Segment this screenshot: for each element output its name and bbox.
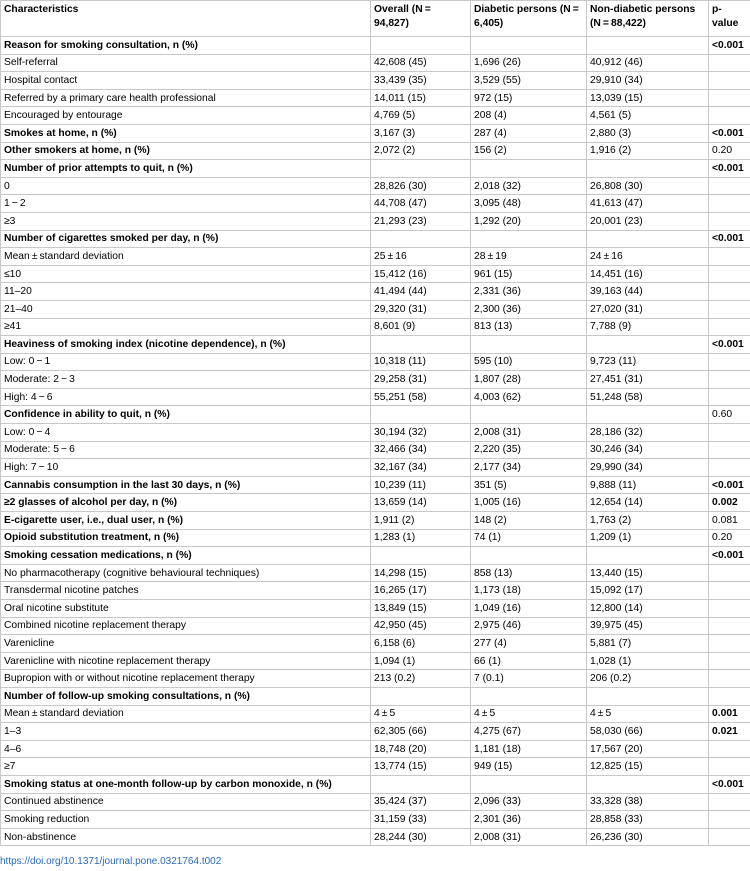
section-row xyxy=(1,142,750,160)
cell-overall: 4,769 (5) xyxy=(371,107,471,125)
cell-non-diabetic: 27,020 (31) xyxy=(587,300,709,318)
cell-diabetic: 2,008 (31) xyxy=(471,828,587,846)
cell-non-diabetic: 26,236 (30) xyxy=(587,828,709,846)
cell-p-value: 0.001 xyxy=(709,705,750,723)
header-characteristics: Characteristics xyxy=(1,1,371,37)
cell-non-diabetic: 14,451 (16) xyxy=(587,265,709,283)
section-row xyxy=(1,336,750,354)
cell-non-diabetic xyxy=(587,37,709,55)
cell-overall: 4 ± 5 xyxy=(371,705,471,723)
cell-p-value: <0.001 xyxy=(709,336,750,354)
row-label: Smoking reduction xyxy=(1,811,371,829)
row-label: Oral nicotine substitute xyxy=(1,600,371,618)
table-header xyxy=(1,1,750,37)
cell-diabetic xyxy=(471,37,587,55)
row-label: Referred by a primary care health professional xyxy=(1,89,371,107)
table-row xyxy=(1,195,750,213)
cell-overall xyxy=(371,37,471,55)
cell-non-diabetic: 28,858 (33) xyxy=(587,811,709,829)
cell-overall: 1,283 (1) xyxy=(371,529,471,547)
row-label: ≥2 glasses of alcohol per day, n (%) xyxy=(1,494,371,512)
cell-diabetic: 2,331 (36) xyxy=(471,283,587,301)
cell-diabetic xyxy=(471,547,587,565)
row-label: 21–40 xyxy=(1,300,371,318)
row-label: Heaviness of smoking index (nicotine dependence), n (%) xyxy=(1,336,371,354)
row-label: Other smokers at home, n (%) xyxy=(1,142,371,160)
cell-non-diabetic: 41,613 (47) xyxy=(587,195,709,213)
cell-diabetic: 2,220 (35) xyxy=(471,441,587,459)
cell-overall: 29,320 (31) xyxy=(371,300,471,318)
table-row xyxy=(1,265,750,283)
cell-non-diabetic xyxy=(587,160,709,178)
cell-overall: 16,265 (17) xyxy=(371,582,471,600)
cell-diabetic: 208 (4) xyxy=(471,107,587,125)
cell-overall xyxy=(371,406,471,424)
cell-diabetic xyxy=(471,230,587,248)
table-row xyxy=(1,617,750,635)
row-label: Varenicline with nicotine replacement therapy xyxy=(1,652,371,670)
cell-non-diabetic: 13,440 (15) xyxy=(587,564,709,582)
cell-non-diabetic: 2,880 (3) xyxy=(587,124,709,142)
cell-p-value xyxy=(709,318,750,336)
table-row xyxy=(1,177,750,195)
cell-non-diabetic: 12,654 (14) xyxy=(587,494,709,512)
cell-overall: 44,708 (47) xyxy=(371,195,471,213)
cell-p-value: <0.001 xyxy=(709,160,750,178)
cell-non-diabetic: 1,916 (2) xyxy=(587,142,709,160)
table-row xyxy=(1,564,750,582)
cell-diabetic: 148 (2) xyxy=(471,512,587,530)
cell-p-value xyxy=(709,811,750,829)
cell-overall: 1,911 (2) xyxy=(371,512,471,530)
cell-overall xyxy=(371,336,471,354)
cell-p-value xyxy=(709,353,750,371)
table-row xyxy=(1,72,750,90)
cell-overall: 28,244 (30) xyxy=(371,828,471,846)
cell-non-diabetic: 39,163 (44) xyxy=(587,283,709,301)
cell-overall: 14,298 (15) xyxy=(371,564,471,582)
cell-diabetic: 287 (4) xyxy=(471,124,587,142)
cell-overall: 31,159 (33) xyxy=(371,811,471,829)
cell-diabetic: 7 (0.1) xyxy=(471,670,587,688)
cell-p-value xyxy=(709,371,750,389)
cell-diabetic: 4,003 (62) xyxy=(471,388,587,406)
table-row xyxy=(1,635,750,653)
cell-non-diabetic: 9,723 (11) xyxy=(587,353,709,371)
cell-non-diabetic: 4,561 (5) xyxy=(587,107,709,125)
cell-diabetic: 4,275 (67) xyxy=(471,723,587,741)
cell-diabetic: 4 ± 5 xyxy=(471,705,587,723)
cell-p-value xyxy=(709,652,750,670)
cell-overall: 29,258 (31) xyxy=(371,371,471,389)
cell-non-diabetic: 39,975 (45) xyxy=(587,617,709,635)
cell-p-value: 0.20 xyxy=(709,529,750,547)
table-row xyxy=(1,459,750,477)
cell-overall: 32,466 (34) xyxy=(371,441,471,459)
table-row xyxy=(1,723,750,741)
row-label: High: 4 − 6 xyxy=(1,388,371,406)
cell-non-diabetic: 9,888 (11) xyxy=(587,476,709,494)
row-label: Opioid substitution treatment, n (%) xyxy=(1,529,371,547)
cell-non-diabetic: 7,788 (9) xyxy=(587,318,709,336)
table-row xyxy=(1,740,750,758)
cell-p-value xyxy=(709,740,750,758)
cell-p-value xyxy=(709,388,750,406)
cell-non-diabetic xyxy=(587,775,709,793)
cell-p-value xyxy=(709,212,750,230)
cell-overall: 3,167 (3) xyxy=(371,124,471,142)
table-row xyxy=(1,300,750,318)
table-row xyxy=(1,600,750,618)
cell-non-diabetic xyxy=(587,687,709,705)
cell-p-value xyxy=(709,177,750,195)
cell-non-diabetic: 17,567 (20) xyxy=(587,740,709,758)
cell-diabetic: 2,096 (33) xyxy=(471,793,587,811)
section-row xyxy=(1,37,750,55)
row-label: E-cigarette user, i.e., dual user, n (%) xyxy=(1,512,371,530)
cell-p-value: 0.20 xyxy=(709,142,750,160)
cell-overall: 62,305 (66) xyxy=(371,723,471,741)
cell-diabetic xyxy=(471,775,587,793)
cell-diabetic xyxy=(471,160,587,178)
cell-p-value xyxy=(709,54,750,72)
cell-diabetic: 3,529 (55) xyxy=(471,72,587,90)
cell-p-value xyxy=(709,195,750,213)
row-label: Low: 0 − 1 xyxy=(1,353,371,371)
cell-p-value xyxy=(709,670,750,688)
cell-overall: 213 (0.2) xyxy=(371,670,471,688)
cell-p-value xyxy=(709,828,750,846)
row-label: Moderate: 2 − 3 xyxy=(1,371,371,389)
section-row xyxy=(1,529,750,547)
cell-overall: 25 ± 16 xyxy=(371,248,471,266)
cell-p-value: 0.021 xyxy=(709,723,750,741)
cell-p-value xyxy=(709,564,750,582)
cell-non-diabetic: 29,910 (34) xyxy=(587,72,709,90)
cell-overall: 32,167 (34) xyxy=(371,459,471,477)
cell-diabetic: 351 (5) xyxy=(471,476,587,494)
table-row xyxy=(1,107,750,125)
cell-p-value: <0.001 xyxy=(709,775,750,793)
row-label: ≥41 xyxy=(1,318,371,336)
row-label: 0 xyxy=(1,177,371,195)
row-label: Combined nicotine replacement therapy xyxy=(1,617,371,635)
cell-overall: 42,608 (45) xyxy=(371,54,471,72)
cell-overall: 35,424 (37) xyxy=(371,793,471,811)
table-row xyxy=(1,652,750,670)
cell-diabetic: 949 (15) xyxy=(471,758,587,776)
cell-diabetic: 2,177 (34) xyxy=(471,459,587,477)
cell-non-diabetic: 27,451 (31) xyxy=(587,371,709,389)
row-label: Smoking status at one-month follow-up by carbon monoxide, n (%) xyxy=(1,775,371,793)
cell-overall: 33,439 (35) xyxy=(371,72,471,90)
table-row xyxy=(1,353,750,371)
cell-non-diabetic: 1,028 (1) xyxy=(587,652,709,670)
cell-overall xyxy=(371,775,471,793)
cell-non-diabetic: 33,328 (38) xyxy=(587,793,709,811)
row-label: Bupropion with or without nicotine replacement therapy xyxy=(1,670,371,688)
row-label: Smoking cessation medications, n (%) xyxy=(1,547,371,565)
row-label: Mean ± standard deviation xyxy=(1,248,371,266)
section-row xyxy=(1,494,750,512)
cell-p-value xyxy=(709,758,750,776)
table-row xyxy=(1,828,750,846)
cell-p-value xyxy=(709,89,750,107)
row-label: Mean ± standard deviation xyxy=(1,705,371,723)
cell-p-value xyxy=(709,687,750,705)
cell-non-diabetic xyxy=(587,230,709,248)
cell-overall: 13,774 (15) xyxy=(371,758,471,776)
table-row xyxy=(1,212,750,230)
cell-p-value: <0.001 xyxy=(709,476,750,494)
cell-diabetic: 595 (10) xyxy=(471,353,587,371)
cell-diabetic: 1,005 (16) xyxy=(471,494,587,512)
cell-p-value xyxy=(709,582,750,600)
table-row xyxy=(1,388,750,406)
cell-p-value xyxy=(709,248,750,266)
row-label: 11–20 xyxy=(1,283,371,301)
cell-p-value: <0.001 xyxy=(709,547,750,565)
cell-non-diabetic: 15,092 (17) xyxy=(587,582,709,600)
row-label: Encouraged by entourage xyxy=(1,107,371,125)
cell-overall: 21,293 (23) xyxy=(371,212,471,230)
cell-diabetic: 277 (4) xyxy=(471,635,587,653)
section-row xyxy=(1,512,750,530)
cell-p-value xyxy=(709,459,750,477)
header-p-value: p-value xyxy=(709,1,750,37)
row-label: Reason for smoking consultation, n (%) xyxy=(1,37,371,55)
cell-non-diabetic: 13,039 (15) xyxy=(587,89,709,107)
cell-diabetic: 3,095 (48) xyxy=(471,195,587,213)
cell-diabetic: 1,173 (18) xyxy=(471,582,587,600)
cell-non-diabetic: 29,990 (34) xyxy=(587,459,709,477)
cell-p-value: <0.001 xyxy=(709,230,750,248)
section-row xyxy=(1,124,750,142)
row-label: 1–3 xyxy=(1,723,371,741)
table-row xyxy=(1,318,750,336)
cell-diabetic: 66 (1) xyxy=(471,652,587,670)
cell-non-diabetic xyxy=(587,547,709,565)
table-row xyxy=(1,371,750,389)
row-label: Number of cigarettes smoked per day, n (%) xyxy=(1,230,371,248)
cell-p-value xyxy=(709,424,750,442)
cell-diabetic: 1,049 (16) xyxy=(471,600,587,618)
table-row xyxy=(1,424,750,442)
cell-overall: 42,950 (45) xyxy=(371,617,471,635)
cell-diabetic xyxy=(471,687,587,705)
cell-overall: 13,849 (15) xyxy=(371,600,471,618)
cell-non-diabetic: 28,186 (32) xyxy=(587,424,709,442)
row-label: ≥3 xyxy=(1,212,371,230)
cell-diabetic xyxy=(471,336,587,354)
cell-overall xyxy=(371,687,471,705)
row-label: Number of prior attempts to quit, n (%) xyxy=(1,160,371,178)
row-label: Varenicline xyxy=(1,635,371,653)
cell-p-value: <0.001 xyxy=(709,124,750,142)
row-label: Transdermal nicotine patches xyxy=(1,582,371,600)
section-row xyxy=(1,547,750,565)
section-row xyxy=(1,687,750,705)
cell-non-diabetic: 58,030 (66) xyxy=(587,723,709,741)
cell-overall: 1,094 (1) xyxy=(371,652,471,670)
cell-diabetic xyxy=(471,406,587,424)
cell-overall: 28,826 (30) xyxy=(371,177,471,195)
section-row xyxy=(1,160,750,178)
table-row xyxy=(1,793,750,811)
cell-p-value xyxy=(709,283,750,301)
table-row xyxy=(1,441,750,459)
cell-p-value xyxy=(709,635,750,653)
row-label: Smokes at home, n (%) xyxy=(1,124,371,142)
cell-overall xyxy=(371,160,471,178)
cell-diabetic: 1,807 (28) xyxy=(471,371,587,389)
cell-diabetic: 961 (15) xyxy=(471,265,587,283)
row-label: Confidence in ability to quit, n (%) xyxy=(1,406,371,424)
row-label: Cannabis consumption in the last 30 days, n (%) xyxy=(1,476,371,494)
section-row xyxy=(1,775,750,793)
row-label: Continued abstinence xyxy=(1,793,371,811)
cell-overall: 55,251 (58) xyxy=(371,388,471,406)
row-label: ≥7 xyxy=(1,758,371,776)
table-row xyxy=(1,54,750,72)
cell-p-value xyxy=(709,265,750,283)
table-row xyxy=(1,89,750,107)
cell-diabetic: 2,975 (46) xyxy=(471,617,587,635)
cell-p-value xyxy=(709,441,750,459)
cell-overall: 41,494 (44) xyxy=(371,283,471,301)
cell-non-diabetic: 40,912 (46) xyxy=(587,54,709,72)
cell-p-value: <0.001 xyxy=(709,37,750,55)
row-label: 4–6 xyxy=(1,740,371,758)
cell-diabetic: 813 (13) xyxy=(471,318,587,336)
cell-non-diabetic: 26,808 (30) xyxy=(587,177,709,195)
header-row xyxy=(1,1,750,37)
cell-p-value xyxy=(709,300,750,318)
row-label: Moderate: 5 − 6 xyxy=(1,441,371,459)
row-label: Self-referral xyxy=(1,54,371,72)
cell-overall xyxy=(371,547,471,565)
table-row xyxy=(1,283,750,301)
cell-diabetic: 156 (2) xyxy=(471,142,587,160)
cell-overall: 30,194 (32) xyxy=(371,424,471,442)
doi-link[interactable]: https://doi.org/10.1371/journal.pone.0321764.t002 xyxy=(0,856,222,867)
row-label: ≤10 xyxy=(1,265,371,283)
cell-overall: 10,239 (11) xyxy=(371,476,471,494)
section-row xyxy=(1,230,750,248)
cell-p-value xyxy=(709,72,750,90)
cell-non-diabetic: 24 ± 16 xyxy=(587,248,709,266)
cell-overall: 8,601 (9) xyxy=(371,318,471,336)
cell-diabetic: 2,008 (31) xyxy=(471,424,587,442)
cell-non-diabetic: 4 ± 5 xyxy=(587,705,709,723)
cell-overall: 6,158 (6) xyxy=(371,635,471,653)
row-label: Hospital contact xyxy=(1,72,371,90)
table-row xyxy=(1,705,750,723)
table-row xyxy=(1,758,750,776)
cell-non-diabetic: 12,825 (15) xyxy=(587,758,709,776)
cell-overall: 14,011 (15) xyxy=(371,89,471,107)
cell-non-diabetic: 1,763 (2) xyxy=(587,512,709,530)
table-body xyxy=(1,37,750,846)
row-label: Number of follow-up smoking consultations, n (%) xyxy=(1,687,371,705)
cell-diabetic: 858 (13) xyxy=(471,564,587,582)
row-label: Low: 0 − 4 xyxy=(1,424,371,442)
section-row xyxy=(1,406,750,424)
cell-non-diabetic: 12,800 (14) xyxy=(587,600,709,618)
cell-p-value xyxy=(709,600,750,618)
cell-diabetic: 2,018 (32) xyxy=(471,177,587,195)
row-label: No pharmacotherapy (cognitive behavioural techniques) xyxy=(1,564,371,582)
cell-diabetic: 1,292 (20) xyxy=(471,212,587,230)
table-row xyxy=(1,811,750,829)
cell-overall xyxy=(371,230,471,248)
cell-p-value xyxy=(709,793,750,811)
cell-diabetic: 28 ± 19 xyxy=(471,248,587,266)
header-non-diabetic: Non-diabetic persons (N = 88,422) xyxy=(587,1,709,37)
header-diabetic: Diabetic persons (N = 6,405) xyxy=(471,1,587,37)
cell-non-diabetic: 206 (0.2) xyxy=(587,670,709,688)
header-overall: Overall (N = 94,827) xyxy=(371,1,471,37)
cell-diabetic: 1,696 (26) xyxy=(471,54,587,72)
row-label: High: 7 − 10 xyxy=(1,459,371,477)
cell-non-diabetic: 20,001 (23) xyxy=(587,212,709,230)
cell-diabetic: 1,181 (18) xyxy=(471,740,587,758)
cell-non-diabetic: 51,248 (58) xyxy=(587,388,709,406)
row-label: Non-abstinence xyxy=(1,828,371,846)
cell-diabetic: 2,301 (36) xyxy=(471,811,587,829)
row-label: 1 − 2 xyxy=(1,195,371,213)
cell-non-diabetic xyxy=(587,406,709,424)
cell-diabetic: 74 (1) xyxy=(471,529,587,547)
cell-p-value xyxy=(709,617,750,635)
cell-p-value: 0.081 xyxy=(709,512,750,530)
section-row xyxy=(1,476,750,494)
cell-overall: 2,072 (2) xyxy=(371,142,471,160)
table-row xyxy=(1,248,750,266)
cell-overall: 10,318 (11) xyxy=(371,353,471,371)
table-row xyxy=(1,582,750,600)
cell-non-diabetic xyxy=(587,336,709,354)
cell-non-diabetic: 30,246 (34) xyxy=(587,441,709,459)
cell-diabetic: 972 (15) xyxy=(471,89,587,107)
cell-overall: 15,412 (16) xyxy=(371,265,471,283)
table-row xyxy=(1,670,750,688)
cell-overall: 13,659 (14) xyxy=(371,494,471,512)
cell-non-diabetic: 1,209 (1) xyxy=(587,529,709,547)
cell-p-value xyxy=(709,107,750,125)
cell-overall: 18,748 (20) xyxy=(371,740,471,758)
cell-p-value: 0.60 xyxy=(709,406,750,424)
cell-p-value: 0.002 xyxy=(709,494,750,512)
cell-non-diabetic: 5,881 (7) xyxy=(587,635,709,653)
cell-diabetic: 2,300 (36) xyxy=(471,300,587,318)
